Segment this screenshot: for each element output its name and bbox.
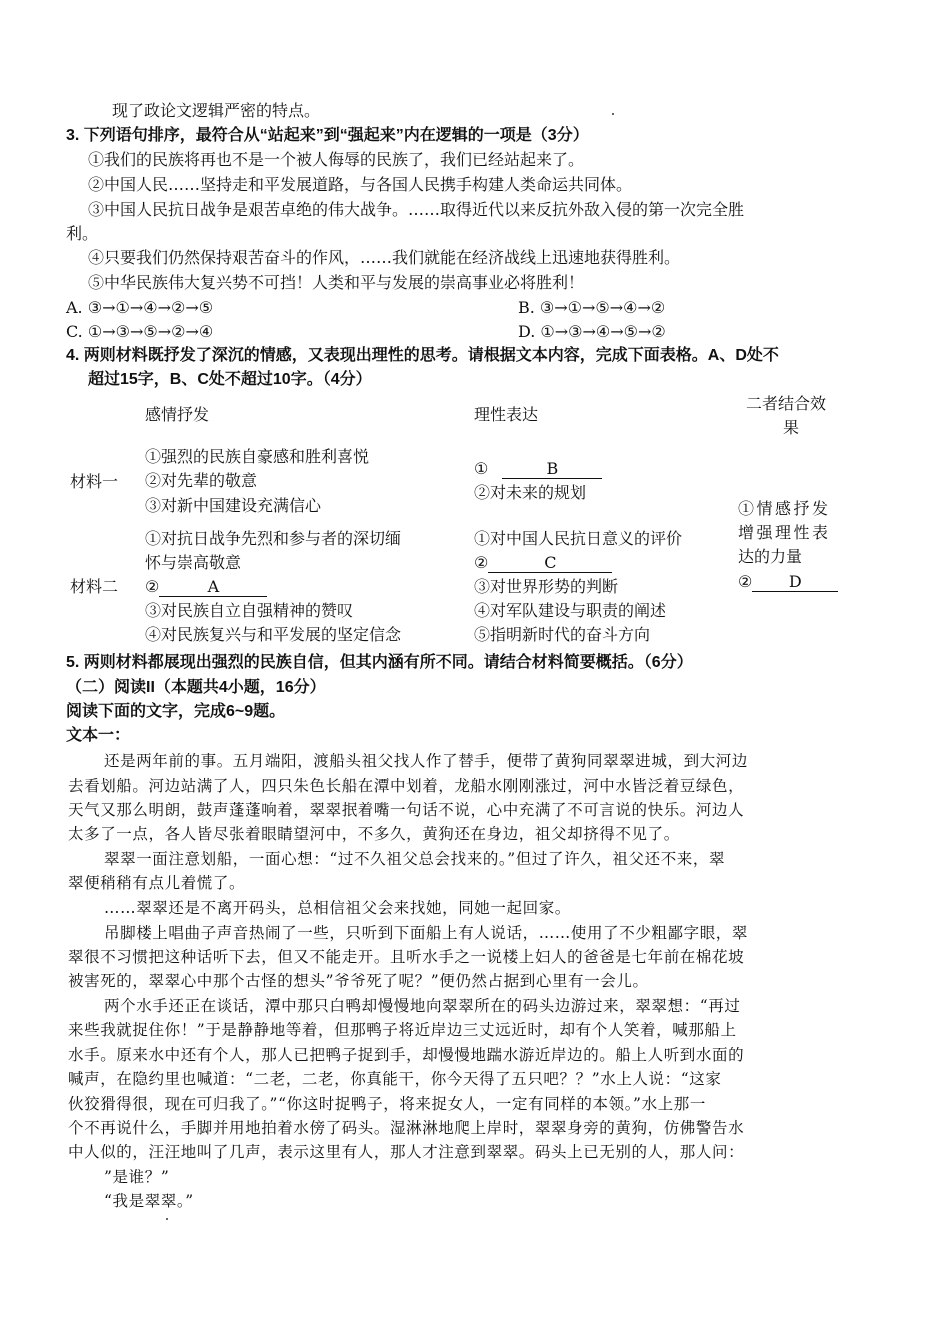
q3-item-3-cont: 利。: [66, 224, 99, 243]
text-1-label: 文本一：: [66, 727, 131, 744]
passage-line: ……翠翠还是不离开码头，总相信祖父会来找她，同她一起回家。: [104, 899, 571, 917]
m2-reason-2: ② C: [474, 551, 612, 575]
m1-emotion-3: ③对新中国建设充满信心: [145, 496, 322, 515]
combine-4: ② D: [738, 570, 838, 594]
m2-emotion-3: ③对民族自立自强精神的赞叹: [145, 601, 354, 620]
q3-stem: 3. 下列语句排序，最符合从“站起来”到“强起来”内在逻辑的一项是（3分）: [66, 127, 589, 144]
section-2-title: （二）阅读II（本题共4小题，16分）: [66, 679, 326, 696]
q3-item-1: ①我们的民族将再也不是一个被人侮辱的民族了，我们已经站起来了。: [88, 150, 585, 169]
passage-line: 被害死的，翠翠心中那个古怪的想头”爷爷死了呢？”便仍然占据到心里有一会儿。: [68, 972, 649, 990]
passage-line: 水手。原来水中还有个人，那人已把鸭子捉到手，却慢慢地踹水游近岸边的。船上人听到水面的: [68, 1046, 745, 1064]
scan-dot: [166, 1218, 168, 1220]
m1-reason-1: ① B: [474, 457, 602, 481]
passage-line: 吊脚楼上唱曲子声音热闹了一些，只听到下面船上有人说话，……使用了不少粗鄙字眼，翠: [104, 924, 749, 942]
passage-line: 个不再说什么，手脚并用地拍着水傍了码头。湿淋淋地爬上岸时，翠翠身旁的黄狗，仿佛警告水: [68, 1119, 745, 1137]
m1-reason-2: ②对未来的规划: [474, 483, 587, 502]
header-reason: 理性表达: [474, 405, 539, 424]
q3-item-3: ③中国人民抗日战争是艰苦卓绝的伟大战争。……取得近代以来反抗外敌入侵的第一次完全胜: [88, 200, 745, 219]
combine-1: ①情感抒发: [738, 499, 831, 518]
section-2-instruction: 阅读下面的文字，完成6~9题。: [66, 703, 286, 720]
header-combine-1: 二者结合效: [746, 394, 827, 413]
m1-emotion-2: ②对先辈的敬意: [145, 471, 258, 490]
q4-stem-1: 4. 两则材料既抒发了深沉的情感，又表现出理性的思考。请根据文本内容，完成下面表格。A、D处不: [66, 347, 779, 364]
q3-item-5: ⑤中华民族伟大复兴势不可挡！人类和平与发展的崇高事业必将胜利！: [88, 273, 585, 292]
passage-line: 中人似的，汪汪地叫了几声，表示这里有人，那人才注意到翠翠。码头上已无别的人，那人问：: [68, 1143, 745, 1161]
passage-line: 翠便稍稍有点儿着慌了。: [68, 874, 246, 892]
passage-line: 翠翠一面注意划船，一面心想：“过不久祖父总会找来的。”但过了许久，祖父还不来，翠: [104, 850, 726, 868]
m2-reason-3: ③对世界形势的判断: [474, 577, 619, 596]
q4-stem-2: 超过15字，B、C处不超过10字。（4分）: [88, 371, 372, 388]
m2-emotion-1b: 怀与崇高敬意: [145, 553, 242, 572]
passage-line: 两个水手还正在谈话，潭中那只白鸭却慢慢地向翠翠所在的码头边游过来，翠翠想：“再过: [104, 997, 741, 1015]
header-emotion: 感情抒发: [145, 405, 210, 424]
q3-option-c[interactable]: C. ①→③→⑤→②→④: [66, 322, 214, 341]
header-combine-2: 果: [783, 418, 800, 437]
blank-c[interactable]: C: [488, 554, 612, 573]
blank-d[interactable]: D: [752, 573, 838, 592]
m2-emotion-1a: ①对抗日战争先烈和参与者的深切缅: [145, 529, 402, 548]
m1-emotion-1: ①强烈的民族自豪感和胜利喜悦: [145, 447, 370, 466]
q3-option-a[interactable]: A. ③→①→④→②→⑤: [66, 298, 214, 317]
passage-line: 伙狡猾得很，现在可归我了。”“你这时捉鸭子，将来捉女人，一定有同样的本领。”水上那一: [68, 1095, 706, 1113]
material-2-label: 材料二: [70, 577, 119, 596]
q3-item-2: ②中国人民……坚持走和平发展道路，与各国人民携手构建人类命运共同体。: [88, 175, 633, 194]
passage-line: 来些我就捉住你！”于是静静地等着，但那鸭子将近岸边三丈远近时，却有个人笑着，喊那船上: [68, 1021, 737, 1039]
q2-tail: 现了政论文逻辑严密的特点。: [112, 101, 321, 120]
passage-line: 天气又那么明朗，鼓声蓬蓬响着，翠翠抿着嘴一句话不说，心中充满了不可言说的快乐。河边人: [68, 801, 745, 819]
q3-item-4: ④只要我们仍然保持艰苦奋斗的作风，……我们就能在经济战线上迅速地获得胜利。: [88, 248, 681, 267]
combine-3: 达的力量: [738, 547, 803, 566]
blank-b[interactable]: B: [502, 460, 602, 479]
q5-stem: 5. 两则材料都展现出强烈的民族自信，但其内涵有所不同。请结合材料简要概括。（6分）: [66, 654, 693, 671]
m2-emotion-4: ④对民族复兴与和平发展的坚定信念: [145, 625, 402, 644]
q3-option-b[interactable]: B. ③→①→⑤→④→②: [518, 298, 666, 317]
m2-emotion-2: ② A: [145, 575, 267, 599]
passage-line: 太多了一点，各人皆尽张着眼睛望河中，不多久，黄狗还在身边，祖父却挤得不见了。: [68, 825, 680, 843]
q3-option-d[interactable]: D. ①→③→④→⑤→②: [518, 322, 666, 341]
passage-line: 喊声，在隐约里也喊道：“二老，二老，你真能干，你今天得了五只吧？？”水上人说：“这家: [68, 1070, 722, 1088]
passage-line: 翠很不习惯把这种话听下去，但又不能走开。且听水手之一说楼上妇人的爸爸是七年前在棉花坡: [68, 948, 745, 966]
m2-reason-1: ①对中国人民抗日意义的评价: [474, 529, 683, 548]
passage-line: 还是两年前的事。五月端阳，渡船头祖父找人作了替手，便带了黄狗同翠翠进城，到大河边: [104, 752, 749, 770]
passage-line: ”是谁？”: [104, 1168, 170, 1186]
m2-reason-4: ④对军队建设与职责的阐述: [474, 601, 667, 620]
passage-line: 去看划船。河边站满了人，四只朱色长船在潭中划着，龙船水刚刚涨过，河中水皆泛着豆绿色，: [68, 777, 745, 795]
m2-reason-5: ⑤指明新时代的奋斗方向: [474, 625, 651, 644]
blank-a[interactable]: A: [159, 578, 267, 597]
passage-line: “我是翠翠。”: [104, 1192, 194, 1210]
material-1-label: 材料一: [70, 472, 119, 491]
combine-2: 增强理性表: [738, 523, 831, 542]
